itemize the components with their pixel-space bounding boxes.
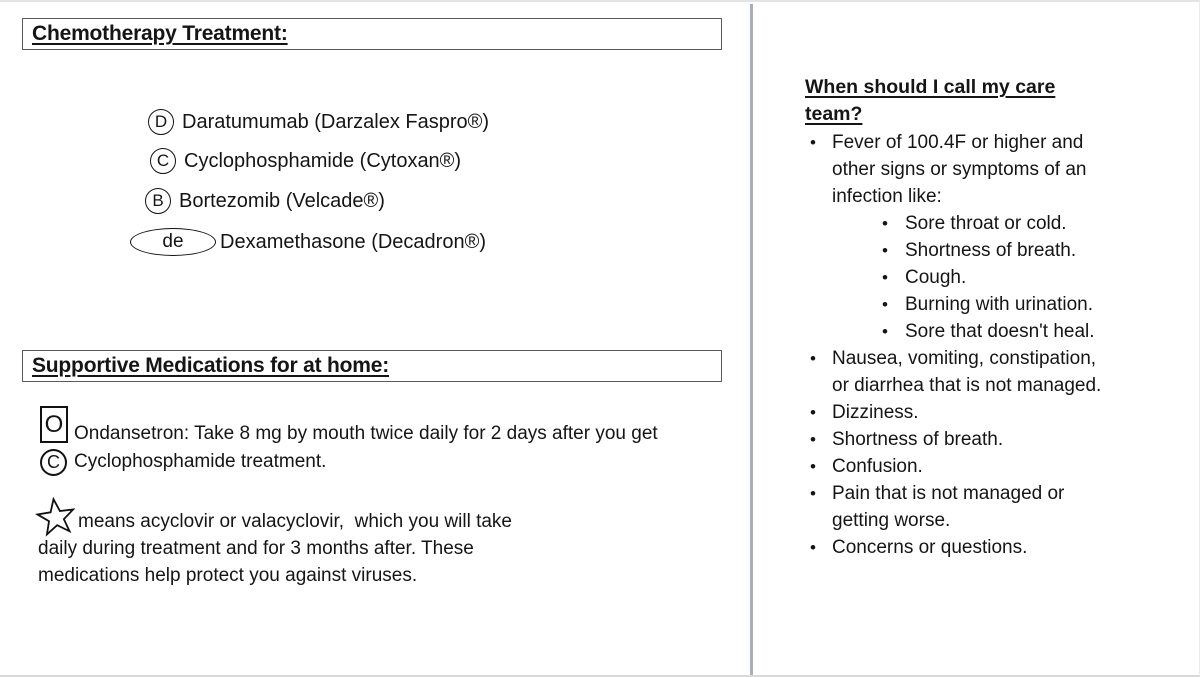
medication-label: Bortezomib (Velcade®) — [179, 189, 385, 212]
medication-symbol-icon: C — [150, 148, 176, 174]
medication-label: Daratumumab (Darzalex Faspro®) — [182, 110, 490, 133]
care-team-subitem: • Cough. — [878, 264, 1110, 291]
ondansetron-line-2: Cyclophosphamide treatment. — [74, 451, 327, 472]
supportive-header: Supportive Medications for at home: — [32, 354, 390, 377]
care-team-sublist — [878, 210, 1110, 345]
medication-symbol-icon: D — [148, 109, 174, 135]
medication-row — [145, 186, 385, 216]
care-team-list — [805, 129, 1137, 561]
ondansetron-instructions — [74, 420, 754, 476]
care-team-item: • Dizziness. — [805, 399, 1110, 426]
care-team-subitem: • Shortness of breath. — [878, 237, 1110, 264]
medication-label: Cyclophosphamide (Cytoxan®) — [184, 149, 462, 172]
medication-label: Dexamethasone (Decadron®) — [220, 230, 486, 253]
care-team-heading: When should I call my care team? — [805, 76, 1056, 125]
care-team-item: • Confusion. — [805, 453, 1110, 480]
panel-divider — [750, 4, 753, 675]
care-team-panel — [805, 74, 1137, 561]
care-team-item: • Nausea, vomiting, constipation, or diarrhea that is not managed. — [805, 345, 1110, 399]
medication-row — [130, 227, 486, 257]
care-team-item: • Fever of 100.4F or higher and other signs or symptoms of an infection like: • Sore throat or cold. • Shortness of breath. • Cough. • Burning with urination. • Sore that doesn't heal. — [805, 129, 1110, 345]
care-team-item: • Pain that is not managed or getting worse. — [805, 480, 1110, 534]
care-team-item: • Concerns or questions. — [805, 534, 1110, 561]
care-team-subitem: • Burning with urination. — [878, 291, 1110, 318]
medication-row — [148, 107, 489, 137]
chemotherapy-header: Chemotherapy Treatment: — [32, 22, 288, 45]
antiviral-note: means acyclovir or valacyclovir, which you will take daily during treatment and for 3 months after. These medications help protect you against viruses. — [38, 511, 518, 586]
ondansetron-letter-icon: O — [40, 406, 68, 443]
care-team-item: • Shortness of breath. — [805, 426, 1110, 453]
ondansetron-line-1: Ondansetron: Take 8 mg by mouth twice daily for 2 days after you get — [74, 423, 658, 444]
cyclophosphamide-letter-icon: C — [40, 449, 67, 476]
chemotherapy-header-box — [22, 18, 722, 50]
medication-row — [150, 146, 461, 176]
medication-symbol-icon: B — [145, 188, 171, 214]
care-team-subitem: • Sore throat or cold. — [878, 210, 1110, 237]
supportive-header-box — [22, 350, 722, 382]
care-team-subitem: • Sore that doesn't heal. — [878, 318, 1110, 345]
medication-symbol-icon: de — [130, 228, 216, 256]
